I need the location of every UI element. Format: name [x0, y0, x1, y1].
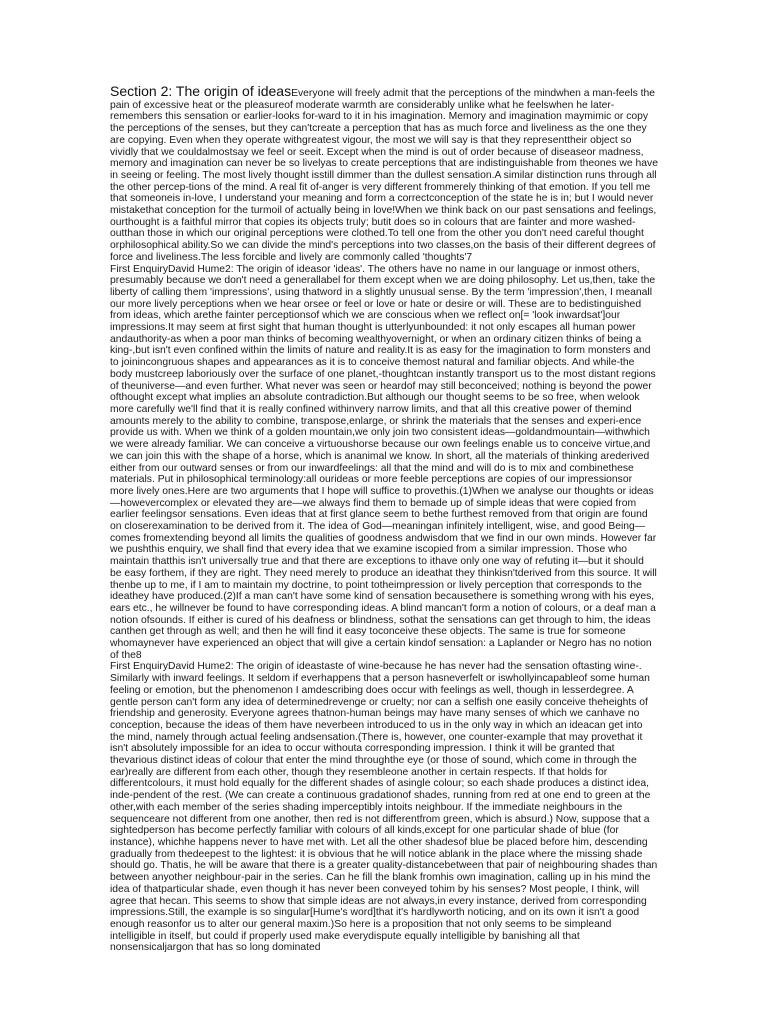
- paragraph-1: [110, 84, 658, 264]
- paragraph-2: First EnquiryDavid Hume2: The origin of ideasor 'ideas'. The others have no name in our language or inmost others, presumably because we don't need a generallabel for them except when we are doing philosophy. Let us,then, take the liberty of calling them 'impressions', using thatword in a slightly unusual sense. By the term 'impression',then, I meanall our more lively perceptions when we hear orsee or feel or love or hate or desire or will. These are to bedistinguished from ideas, which arethe fainter perceptionsof which we are conscious when we reflect on[= 'look inwardsat']our impressions.It may seem at first sight that human thought is utterlyunbounded: it not only escapes all human power andauthority-as when a poor man thinks of becoming wealthyovernight, or when an ordinary citizen thinks of being a king-,but isn't even confined within the limits of nature and reality.It is as easy for the imagination to form monsters and to joinincongruous shapes and appearances as it is to conceive themost natural and familiar objects. And while-the body mustcreep laboriously over the surface of one planet,-thoughtcan instantly transport us to the most distant regions of theuniverse—and even further. What never was seen or heardof may still beconceived; nothing is beyond the power ofthought except what implies an absolute contradiction.But although our thought seems to be so free, when welook more carefully we'll find that it is really confined withinvery narrow limits, and that all this creative power of themind amounts merely to the ability to combine, transpose,enlarge, or shrink the materials that the senses and experi-ence provide us with. When we think of a golden mountain,we only join two consistent ideas—goldandmountain—withwhich we were already familiar. We can conceive a virtuoushorse because our own feelings enable us to conceive virtue,and we can join this with the shape of a horse, which is ananimal we know. In short, all the materials of thinking arederived either from our outward senses or from our inwardfeelings: all that the mind and will do is to mix and combinethese materials. Put in philosophical terminology:all ourideas or more feeble perceptions are copies of our impressionsor more lively ones.Here are two arguments that I hope will suffice to provethis.(1)When we analyse our thoughts or ideas—howevercomplex or elevated they are—we always find them to bemade up of simple ideas that were copied from earlier feelingsor sensations. Even ideas that at first glance seem to bethe furthest removed from that origin are found on closerexamination to be derived from it. The idea of God—meaningan infinitely intelligent, wise, and good Being—comes fromextending beyond all limits the qualities of goodness andwisdom that we find in our own minds. However far we pushthis enquiry, we shall find that every idea that we examine iscopied from a similar impression. Those who maintain thatthis isn't universally true and that there are exceptions to ithave only one way of refuting it—but it should be easy forthem, if they are right. They need merely to produce an ideathat they thinkisn'tderived from this source. It will thenbe up to me, if I am to maintain my doctrine, to point totheimpression or lively perception that corresponds to the ideathey have produced.(2)If a man can't have some kind of sensation becausethere is something wrong with his eyes, ears etc., he willnever be found to have corresponding ideas. A blind mancan't form a notion of colours, or a deaf man a notion ofsounds. If either is cured of his deafness or blindness, sothat the sensations can get through to him, the ideas canthen get through as well; and then he will find it easy toconceive these objects. The same is true for someone whomaynever have experienced an object that will give a certain kindof sensation: a Laplander or Negro has no notion of the8: [110, 263, 657, 661]
- section-title: Section 2: The origin of ideas: [110, 83, 292, 99]
- paragraph-3: First EnquiryDavid Hume2: The origin of ideastaste of wine-because he has never had the sensation oftasting wine-. Similarly with inward feelings. It seldom if everhappens that a person hasneverfelt or iswhollyincapableof some human feeling or emotion, but the phenomenon I amdescribing does occur with feelings as well, though in lesserdegree. A gentle person can't form any idea of determinedrevenge or cruelty; nor can a selfish one easily conceive theheights of friendship and generosity. Everyone agrees thatnon-human beings may have many senses of which we canhave no conception, because the ideas of them have neverbeen introduced to us in the only way in which an ideacan get into the mind, namely through actual feeling andsensation.(There is, however, one counter-example that may provethat it isn't absolutely impossible for an idea to occur withouta corresponding impression. I think it will be granted that thevarious distinct ideas of colour that enter the mind throughthe eye (or those of sound, which come in through the ear)really are different from each other, though they resembleone another in certain respects. If that holds for differentcolours, it must hold equally for the different shades of asingle colour; so each shade produces a distinct idea, inde-pendent of the rest. (We can create a continuous gradationof shades, running from red at one end to green at the other,with each member of the series shading imperceptibly intoits neighbour. If the immediate neighbours in the sequenceare not different from one another, then red is not differentfrom green, which is absurd.) Now, suppose that a sightedperson has become perfectly familiar with colours of all kinds,except for one particular shade of blue (for instance), whichhe happens never to have met with. Let all the other shadesof blue be placed before him, descending gradually from thedeepest to the lightest: it is obvious that he will notice ablank in the place where the missing shade should go. Thatis, he will be aware that there is a greater quality-distancebetween that pair of neighbouring shades than between anyother neighbour-pair in the series. Can he fill the blank fromhis own imagination, calling up in his mind the idea of thatparticular shade, even though it has never been conveyed tohim by his senses? Most people, I think, will agree that hecan. This seems to show that simple ideas are not always,in every instance, derived from corresponding impressions.Still, the example is so singular[Hume's word]that it's hardlyworth noticing, and on its own it isn't a good enough reasonfor us to alter our general maxim.)So here is a proposition that not only seems to be simpleand intelligible in itself, but could if properly used make everydispute equally intelligible by banishing all that nonsensicaljargon that has so long dominated: [110, 661, 658, 954]
- document-page: [110, 84, 658, 954]
- paragraph-1-text: Everyone will freely admit that the perceptions of the mindwhen a man-feels the pain of excessive heat or the pleasureof moderate warmth are considerably unlike what he feelswhen he later-remembers this sensation or earlier-looks for-ward to it in his imagination. Memory and imagination maymimic or copy the perceptions of the senses, but they can'tcreate a perception that has as much force and liveliness as the one they are copying. Even when they operate withgreatest vigour, the most we will say is that they representtheir object so vividly that we couldalmostsay we feel or seeit. Except when the mind is out of order because of diseaseor madness, memory and imagination can never be so livelyas to create perceptions that are indistinguishable from theones we have in seeing or feeling. The most lively thought isstill dimmer than the dullest sensation.A similar distinction runs through all the other percep-tions of the mind. A real fit of-anger is very different frommerely thinking of that emotion. If you tell me that someoneis in-love, I understand your meaning and form a correctconception of the state he is in; but I would never mistakethat conception for the turmoil of actually being in love!When we think back on our past sensations and feelings, ourthought is a faithful mirror that copies its objects truly; butit does so in colours that are fainter and more washed-outthan those in which our original perceptions were clothed.To tell one from the other you don't need careful thought orphilosophical ability.So we can divide the mind's perceptions into two classes,on the basis of their different degrees of force and liveliness.The less forcible and lively are commonly called 'thoughts'7: [110, 88, 658, 263]
